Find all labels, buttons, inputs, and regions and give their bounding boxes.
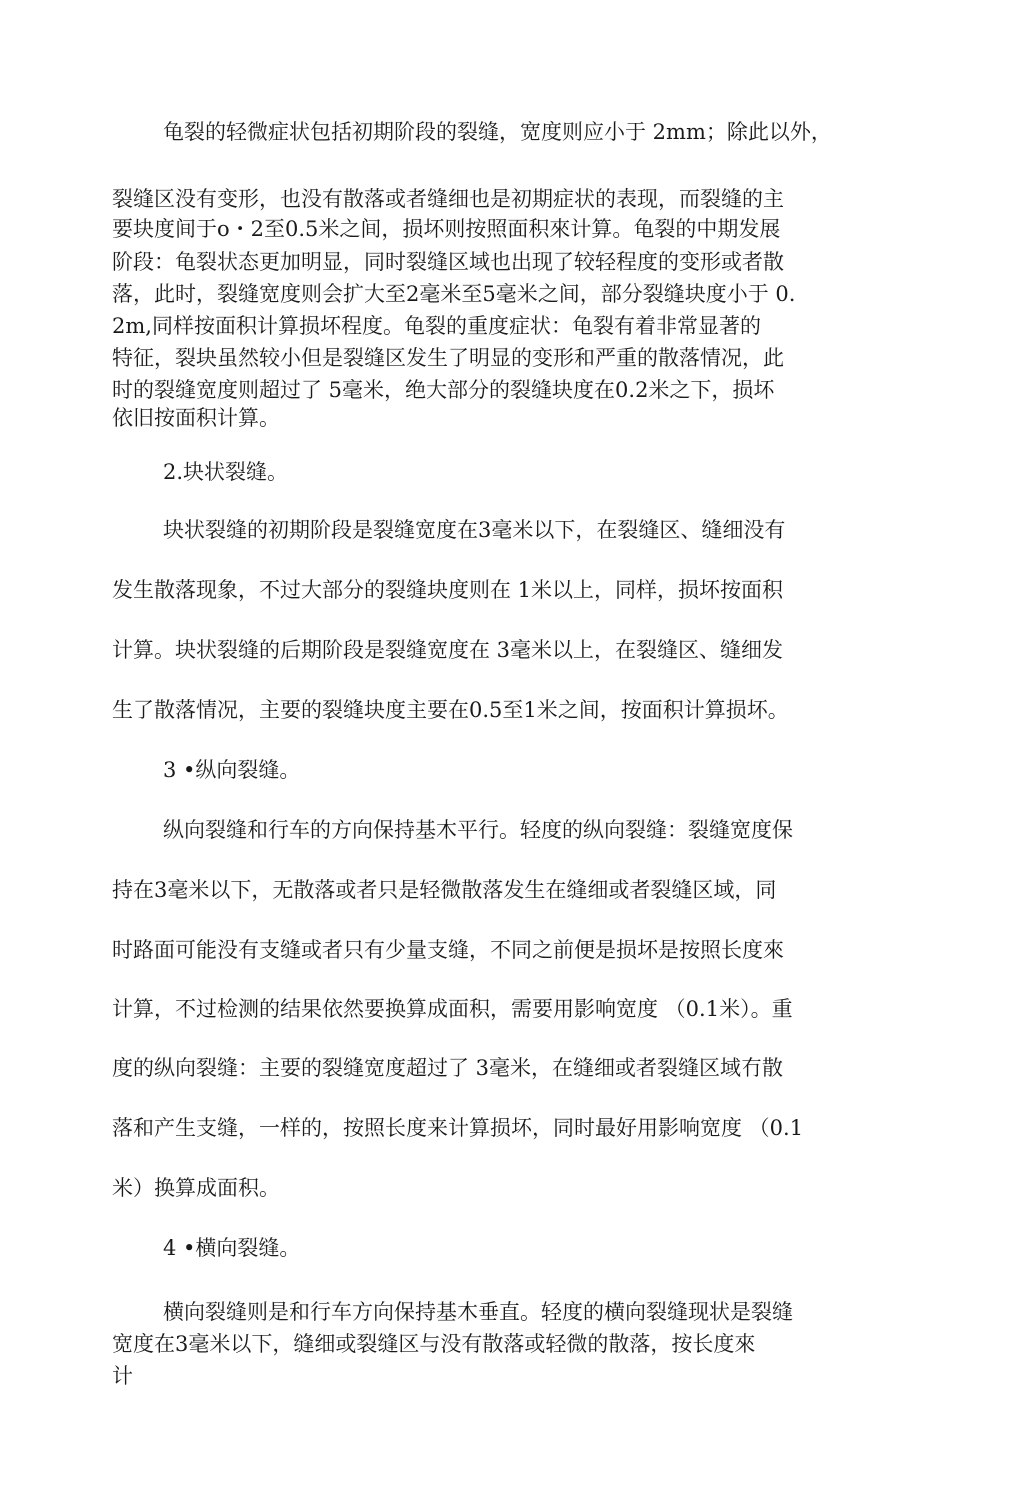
paragraph-2-line-2: 发生散落现象，不过大部分的裂缝块度则在 1米以上，同样，损坏按面积: [112, 578, 784, 602]
paragraph-1-line-1: 龟裂的轻微症状包括初期阶段的裂缝，宽度则应小于 2mm；除此以外，: [163, 120, 832, 144]
paragraph-4-line-1: 横向裂缝则是和行车方向保持基木垂直。轻度的横向裂缝现状是裂缝: [163, 1300, 793, 1324]
paragraph-4-line-2: 宽度在3毫米以下，缝细或裂缝区与没有散落或轻微的散落，按长度來: [112, 1332, 756, 1356]
paragraph-1-line-4: 阶段：龟裂状态更加明显，同时裂缝区域也出现了较轻程度的变形或者散: [112, 250, 784, 274]
heading-3: 3 •纵向裂缝。: [163, 758, 301, 782]
paragraph-3-line-4: 计算，不过检测的结果依然要换算成面积，需要用影响宽度 （0.1米）。重: [112, 997, 793, 1021]
paragraph-2-line-4: 生了散落情况，主要的裂缝块度主要在0.5至1米之间，按面积计算损坏。: [112, 698, 789, 722]
paragraph-1-line-8: 时的裂缝宽度则超过了 5毫米，绝大部分的裂缝块度在0.2米之下，损坏: [112, 378, 775, 402]
heading-4: 4 •横向裂缝。: [163, 1236, 301, 1260]
paragraph-1-line-7: 特征，裂块虽然较小但是裂缝区发生了明显的变形和严重的散落情况，此: [112, 346, 784, 370]
paragraph-3-line-7: 米）换算成面积。: [112, 1176, 280, 1200]
paragraph-3-line-2: 持在3毫米以下，无散落或者只是轻微散落发生在缝细或者裂缝区域，同: [112, 878, 777, 902]
paragraph-1-line-5: 落，此时，裂缝宽度则会扩大至2毫米至5毫米之间，部分裂缝块度小于 0.: [112, 282, 796, 306]
paragraph-2-line-3: 计算。块状裂缝的后期阶段是裂缝宽度在 3毫米以上，在裂缝区、缝细发: [112, 638, 784, 662]
paragraph-1-line-3: 要块度间于o・2至0.5米之间，损坏则按照面积來计算。龟裂的中期发展: [112, 217, 781, 241]
paragraph-3-line-3: 时路面可能没有支缝或者只有少量支缝，不同之前便是损坏是按照长度來: [112, 938, 784, 962]
paragraph-2-line-1: 块状裂缝的初期阶段是裂缝宽度在3毫米以下，在裂缝区、缝细没有: [163, 518, 786, 542]
paragraph-3-line-6: 落和产生支缝，一样的，按照长度来计算损坏，同时最好用影响宽度 （0.1: [112, 1116, 804, 1140]
paragraph-1-line-9: 依旧按面积计算。: [112, 406, 280, 430]
paragraph-4-line-3: 计: [112, 1364, 133, 1388]
paragraph-3-line-5: 度的纵向裂缝：主要的裂缝宽度超过了 3毫米，在缝细或者裂缝区域冇散: [112, 1056, 784, 1080]
paragraph-3-line-1: 纵向裂缝和行车的方向保持基木平行。轻度的纵向裂缝：裂缝宽度保: [163, 818, 793, 842]
heading-2: 2.块状裂缝。: [163, 460, 289, 484]
paragraph-1-line-6: 2m,同样按面积计算损坏程度。龟裂的重度症状：龟裂有着非常显著的: [112, 314, 761, 338]
paragraph-1-line-2: 裂缝区没有变形，也没有散落或者缝细也是初期症状的表现，而裂缝的主: [112, 187, 784, 211]
